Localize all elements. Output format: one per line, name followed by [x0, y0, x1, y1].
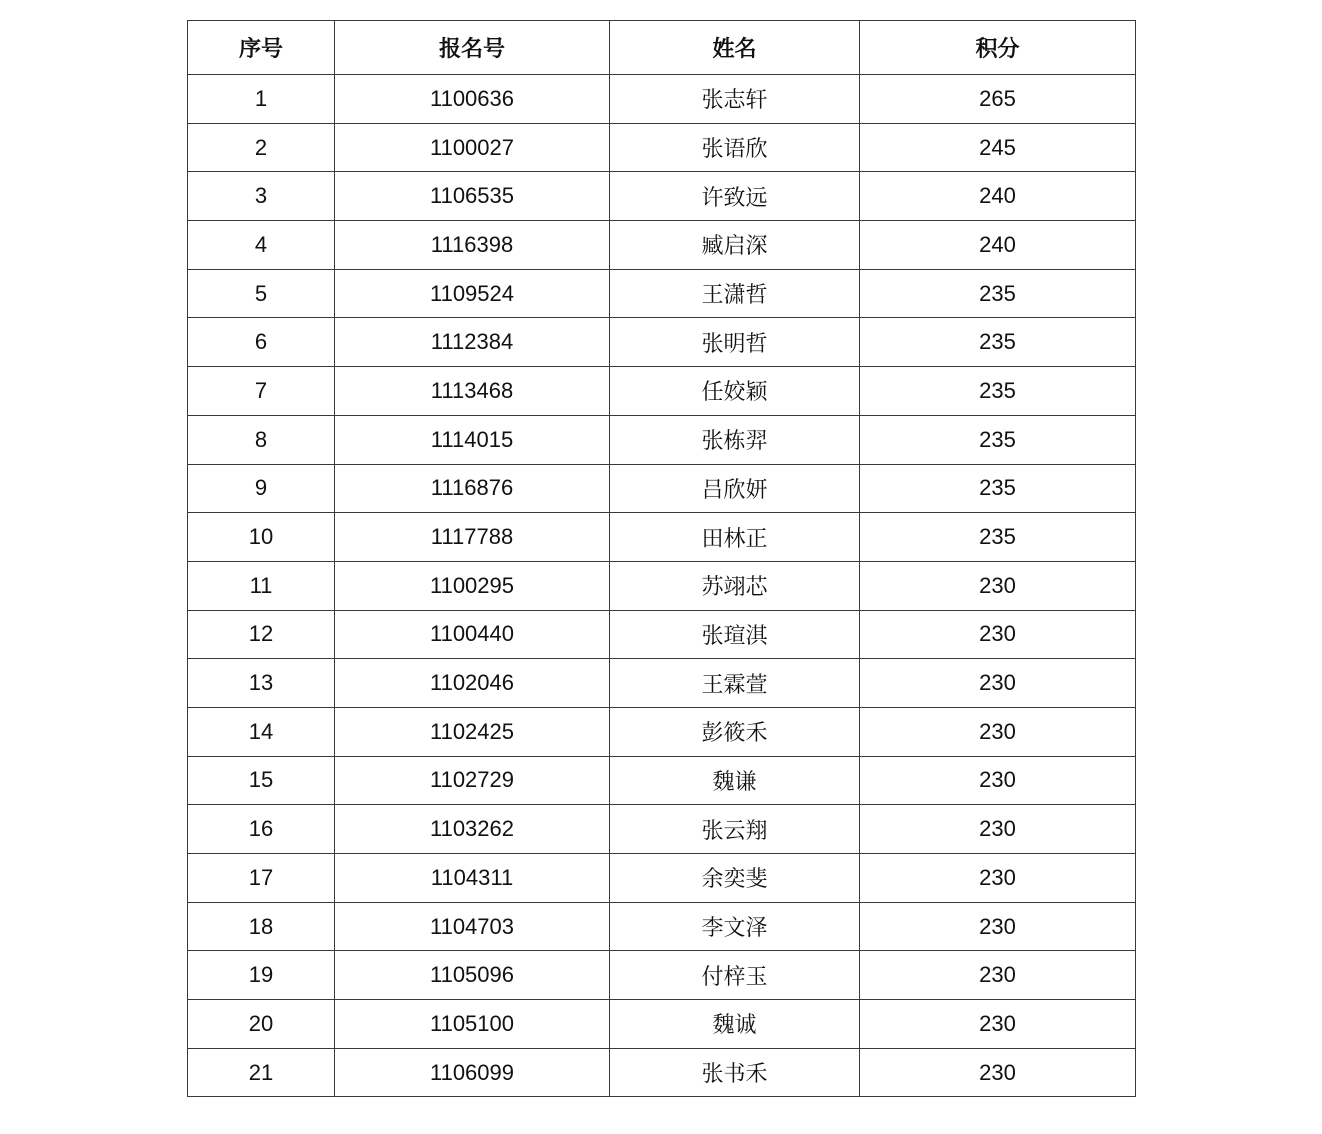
- table-row: [188, 854, 1136, 903]
- table-row: [188, 269, 1136, 318]
- row-name: 彭筱禾: [610, 707, 860, 756]
- row-name: 田林正: [610, 513, 860, 562]
- row-registration-number: 1100440: [335, 610, 610, 659]
- row-registration-number: 1100636: [335, 75, 610, 124]
- row-name: 苏翊芯: [610, 561, 860, 610]
- table-row: [188, 367, 1136, 416]
- row-index: 13: [188, 659, 335, 708]
- row-registration-number: 1109524: [335, 269, 610, 318]
- row-name: 张瑄淇: [610, 610, 860, 659]
- row-registration-number: 1105096: [335, 951, 610, 1000]
- table-row: [188, 805, 1136, 854]
- row-score: 230: [860, 951, 1136, 1000]
- row-registration-number: 1117788: [335, 513, 610, 562]
- header-index: 序号: [188, 21, 335, 75]
- row-index: 18: [188, 902, 335, 951]
- row-name: 王霖萱: [610, 659, 860, 708]
- row-registration-number: 1114015: [335, 415, 610, 464]
- table-row: [188, 659, 1136, 708]
- row-name: 魏诚: [610, 1000, 860, 1049]
- row-registration-number: 1105100: [335, 1000, 610, 1049]
- row-registration-number: 1106535: [335, 172, 610, 221]
- row-registration-number: 1104703: [335, 902, 610, 951]
- row-name: 张云翔: [610, 805, 860, 854]
- row-name: 李文泽: [610, 902, 860, 951]
- row-registration-number: 1100295: [335, 561, 610, 610]
- table-row: [188, 123, 1136, 172]
- row-index: 15: [188, 756, 335, 805]
- row-score: 240: [860, 221, 1136, 270]
- row-score: 230: [860, 854, 1136, 903]
- row-registration-number: 1106099: [335, 1048, 610, 1097]
- row-name: 臧启深: [610, 221, 860, 270]
- row-registration-number: 1100027: [335, 123, 610, 172]
- row-index: 9: [188, 464, 335, 513]
- row-score: 240: [860, 172, 1136, 221]
- row-score: 230: [860, 1048, 1136, 1097]
- results-table-container: [187, 20, 1135, 1097]
- row-registration-number: 1102046: [335, 659, 610, 708]
- row-name: 张书禾: [610, 1048, 860, 1097]
- table-row: [188, 172, 1136, 221]
- table-row: [188, 561, 1136, 610]
- row-score: 235: [860, 415, 1136, 464]
- row-registration-number: 1112384: [335, 318, 610, 367]
- row-index: 7: [188, 367, 335, 416]
- table-row: [188, 464, 1136, 513]
- row-index: 14: [188, 707, 335, 756]
- row-registration-number: 1102729: [335, 756, 610, 805]
- row-index: 16: [188, 805, 335, 854]
- row-name: 付梓玉: [610, 951, 860, 1000]
- table-row: [188, 756, 1136, 805]
- results-table: [187, 20, 1136, 1097]
- row-index: 12: [188, 610, 335, 659]
- table-body: [188, 75, 1136, 1097]
- header-score: 积分: [860, 21, 1136, 75]
- row-index: 19: [188, 951, 335, 1000]
- row-score: 235: [860, 464, 1136, 513]
- row-registration-number: 1116398: [335, 221, 610, 270]
- row-registration-number: 1104311: [335, 854, 610, 903]
- row-score: 235: [860, 318, 1136, 367]
- row-registration-number: 1103262: [335, 805, 610, 854]
- row-score: 235: [860, 269, 1136, 318]
- table-row: [188, 902, 1136, 951]
- header-registration-number: 报名号: [335, 21, 610, 75]
- row-score: 230: [860, 902, 1136, 951]
- row-index: 3: [188, 172, 335, 221]
- row-index: 17: [188, 854, 335, 903]
- row-index: 1: [188, 75, 335, 124]
- row-index: 5: [188, 269, 335, 318]
- row-name: 任姣颖: [610, 367, 860, 416]
- row-index: 2: [188, 123, 335, 172]
- row-score: 230: [860, 561, 1136, 610]
- row-name: 许致远: [610, 172, 860, 221]
- row-registration-number: 1113468: [335, 367, 610, 416]
- row-score: 230: [860, 610, 1136, 659]
- table-row: [188, 318, 1136, 367]
- row-registration-number: 1116876: [335, 464, 610, 513]
- table-row: [188, 75, 1136, 124]
- row-index: 20: [188, 1000, 335, 1049]
- table-header-row: [188, 21, 1136, 75]
- row-score: 235: [860, 513, 1136, 562]
- row-index: 8: [188, 415, 335, 464]
- table-row: [188, 951, 1136, 1000]
- row-name: 张明哲: [610, 318, 860, 367]
- table-row: [188, 1000, 1136, 1049]
- row-score: 230: [860, 1000, 1136, 1049]
- row-name: 王潇哲: [610, 269, 860, 318]
- header-name: 姓名: [610, 21, 860, 75]
- row-registration-number: 1102425: [335, 707, 610, 756]
- table-row: [188, 221, 1136, 270]
- row-index: 6: [188, 318, 335, 367]
- row-name: 余奕斐: [610, 854, 860, 903]
- table-row: [188, 415, 1136, 464]
- table-row: [188, 513, 1136, 562]
- row-name: 魏谦: [610, 756, 860, 805]
- row-index: 10: [188, 513, 335, 562]
- row-index: 4: [188, 221, 335, 270]
- row-index: 11: [188, 561, 335, 610]
- row-name: 张语欣: [610, 123, 860, 172]
- table-row: [188, 707, 1136, 756]
- row-score: 230: [860, 659, 1136, 708]
- row-name: 吕欣妍: [610, 464, 860, 513]
- row-score: 230: [860, 707, 1136, 756]
- row-name: 张志轩: [610, 75, 860, 124]
- row-name: 张栋羿: [610, 415, 860, 464]
- row-score: 230: [860, 756, 1136, 805]
- row-score: 235: [860, 367, 1136, 416]
- row-score: 230: [860, 805, 1136, 854]
- row-score: 265: [860, 75, 1136, 124]
- table-row: [188, 610, 1136, 659]
- row-score: 245: [860, 123, 1136, 172]
- row-index: 21: [188, 1048, 335, 1097]
- table-row: [188, 1048, 1136, 1097]
